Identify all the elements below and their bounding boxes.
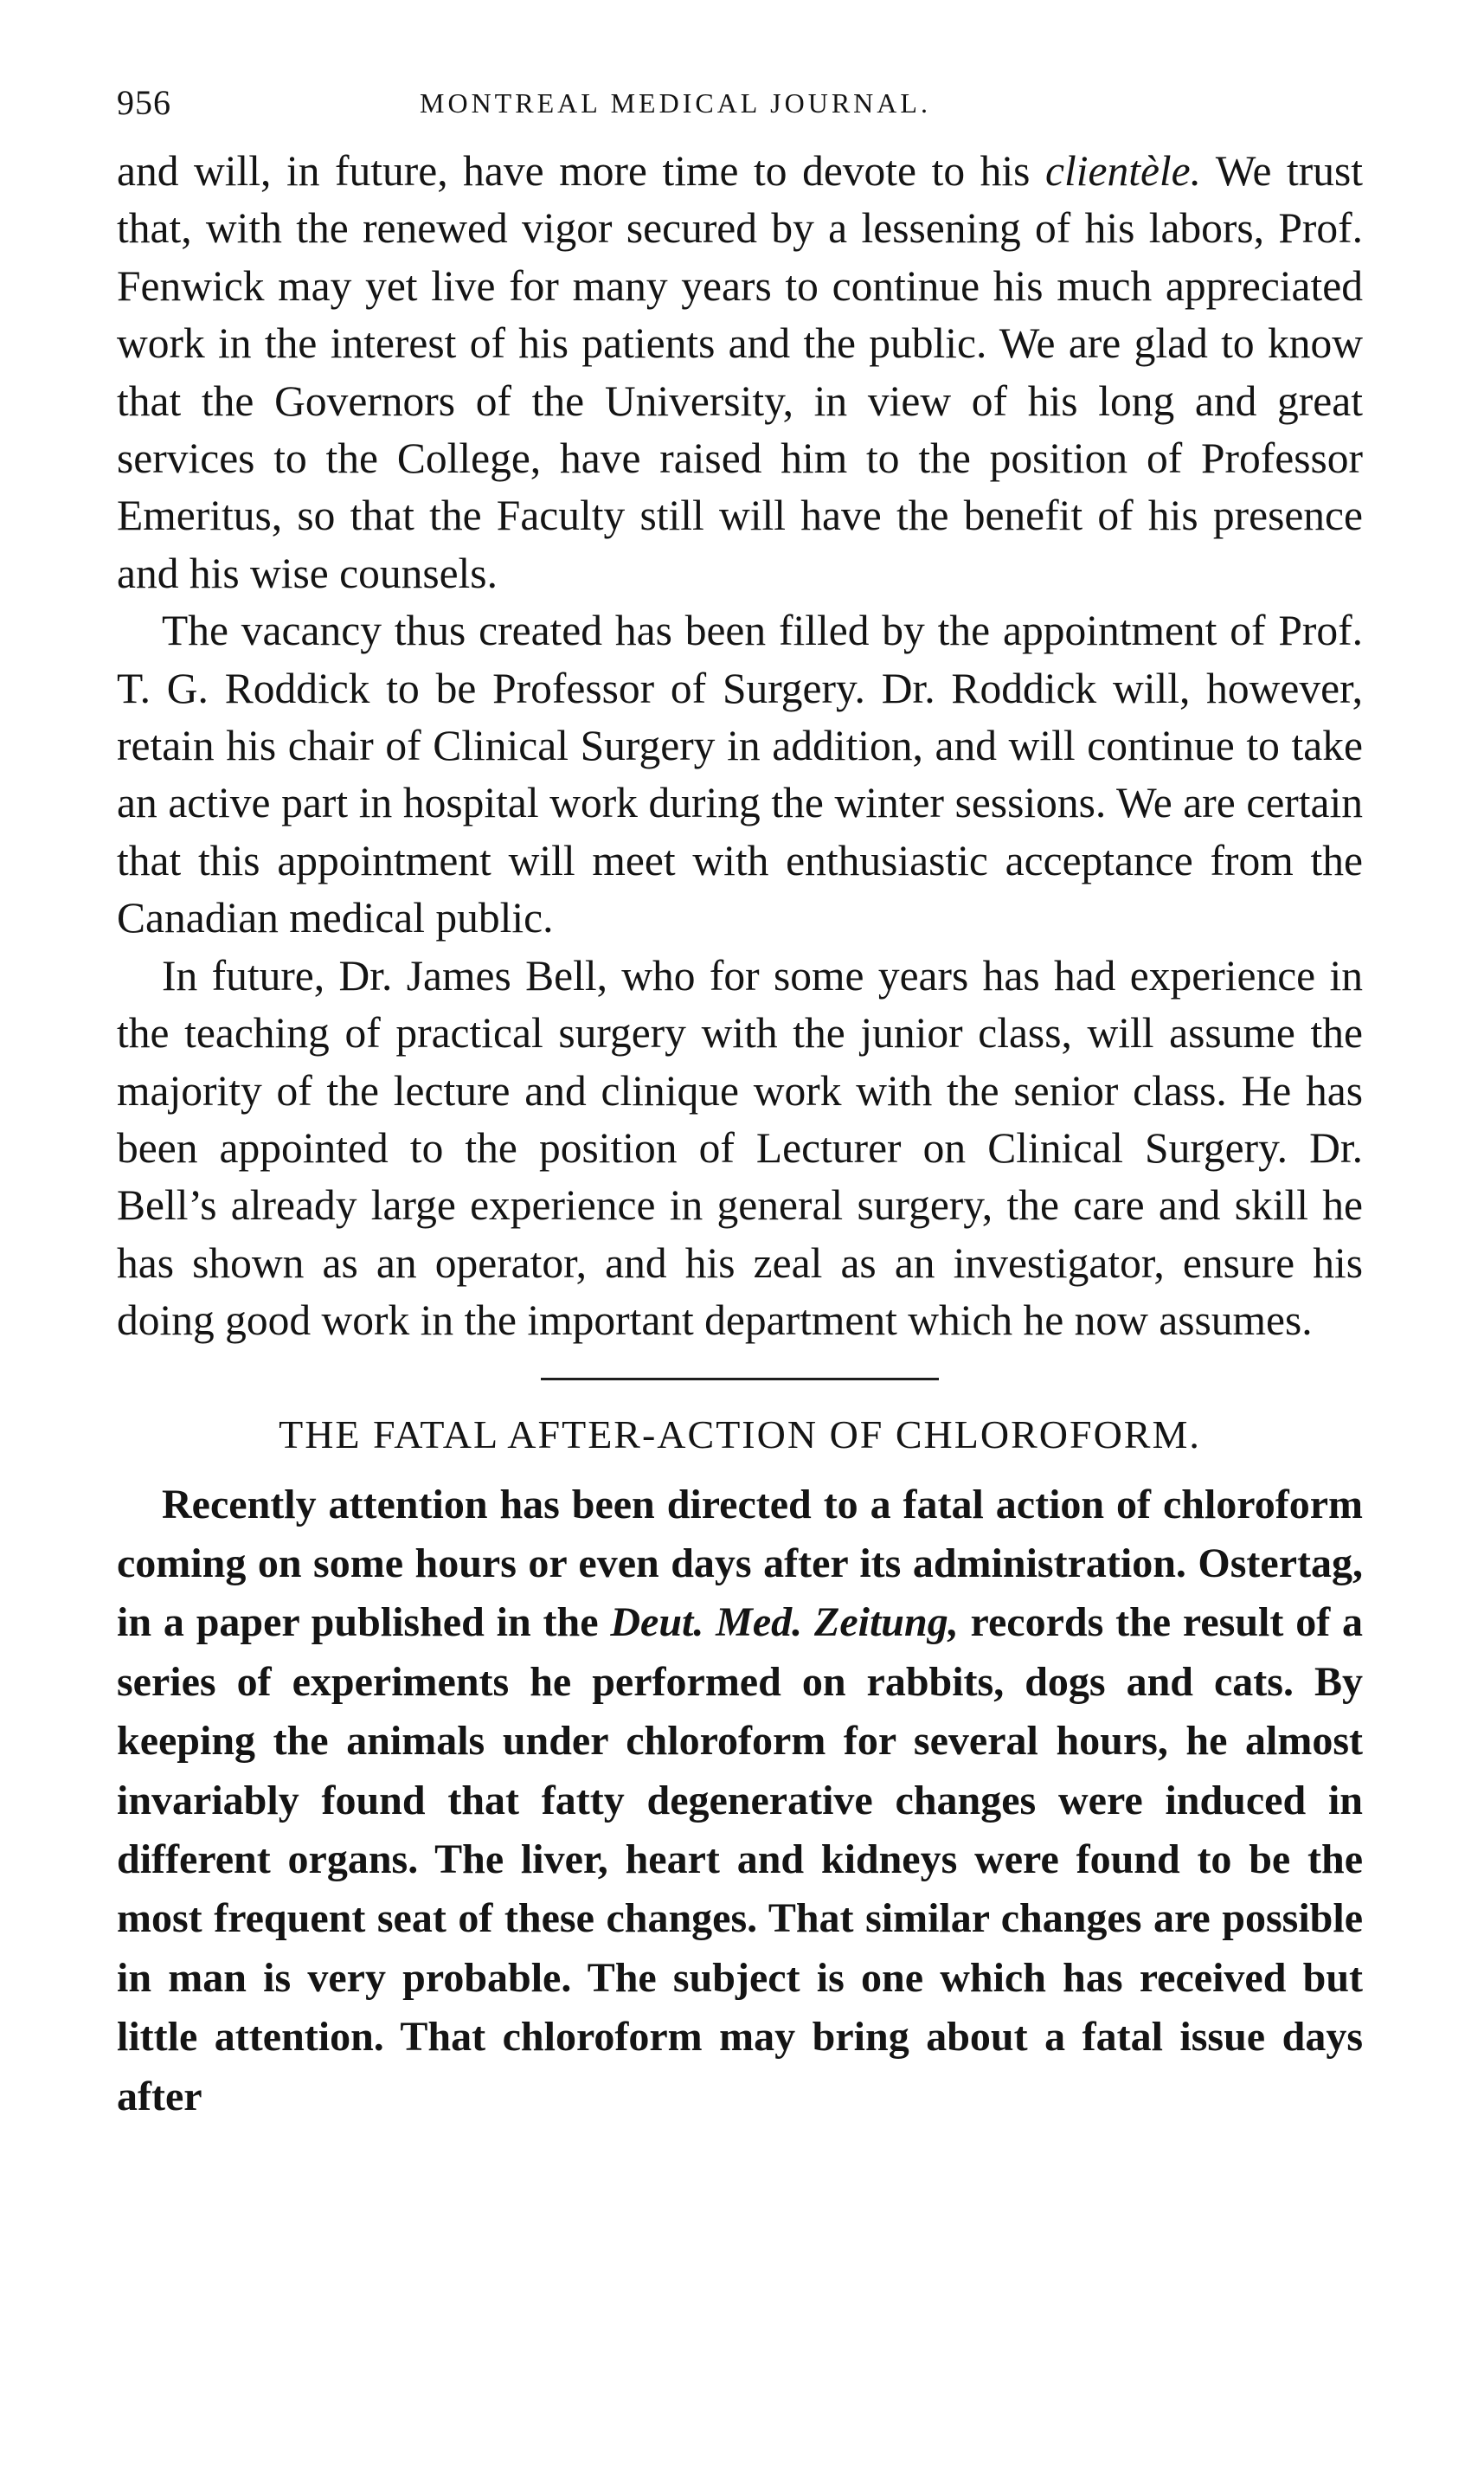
- paragraph-roddick: The vacancy thus created has been filled by the appointment of Prof. T. G. Roddick to be Professor of Surgery. Dr. Roddick will, however, retain his chair of Clinical Surgery in addition, and will continue to take an active part in hospital work during the winter sessions. We are certain that this appointment will meet with enthusiastic acceptance from the Canadian medical public.: [117, 607, 1363, 942]
- paragraph-fenwick: [117, 143, 1363, 602]
- section-divider: [541, 1378, 939, 1380]
- paragraph-text: We trust that, with the renewed vigor secured by a lessening of his labors, Prof. Fenwick may yet live for many years to continue his much appreciated work in the interest of his patients and the public. We are glad to know that the Governors of the University, in view of his long and great services to the College, have raised him to the position of Professor Emeritus, so that the Faculty still will have the benefit of his presence and his wise counsels.: [117, 147, 1363, 597]
- article-continuation: [117, 143, 1363, 1350]
- paragraph-text: and will, in future, have more time to devote to his: [117, 147, 1045, 195]
- paragraph-text: records the result of a series of experiments he performed on rabbits, dogs and cats. By keeping the animals under chloroform for several hours, he almost invariably found that fatty degenerative changes were induced in different organs. The liver, heart and kidneys were found to be the most frequent seat of these changes. That similar changes are possible in man is very probable. The subject is one which has received but little attention. That chloroform may bring about a fatal issue days after: [117, 1599, 1364, 2119]
- paragraph-bell: In future, Dr. James Bell, who for some years has had experience in the teaching of practical surgery with the junior class, will assume the majority of the lecture and clinique work with the senior class. He has been appointed to the position of Lecturer on Clinical Surgery. Dr. Bell’s already large experience in general surgery, the care and skill he has shown as an operator, and his zeal as an investigator, ensure his doing good work in the important department which he now assumes.: [117, 951, 1363, 1345]
- paragraph-text: Recently attention has been directed to a fatal action of chloroform coming on some hours or even days after its administration. Ostertag, in a paper published in the: [117, 1481, 1363, 1646]
- article-chloroform: [117, 1476, 1363, 2126]
- running-head: [117, 82, 1363, 143]
- italic-journal-name: Deut. Med. Zeitung,: [610, 1599, 959, 1646]
- paragraph-chloroform: [117, 1476, 1363, 2126]
- page-number: 956: [117, 83, 171, 122]
- section-heading: THE FATAL AFTER-ACTION OF CHLOROFORM.: [279, 1411, 1201, 1456]
- journal-title: MONTREAL MEDICAL JOURNAL.: [420, 87, 931, 119]
- journal-page: [117, 82, 1363, 2126]
- italic-clientele: clientèle.: [1045, 147, 1202, 195]
